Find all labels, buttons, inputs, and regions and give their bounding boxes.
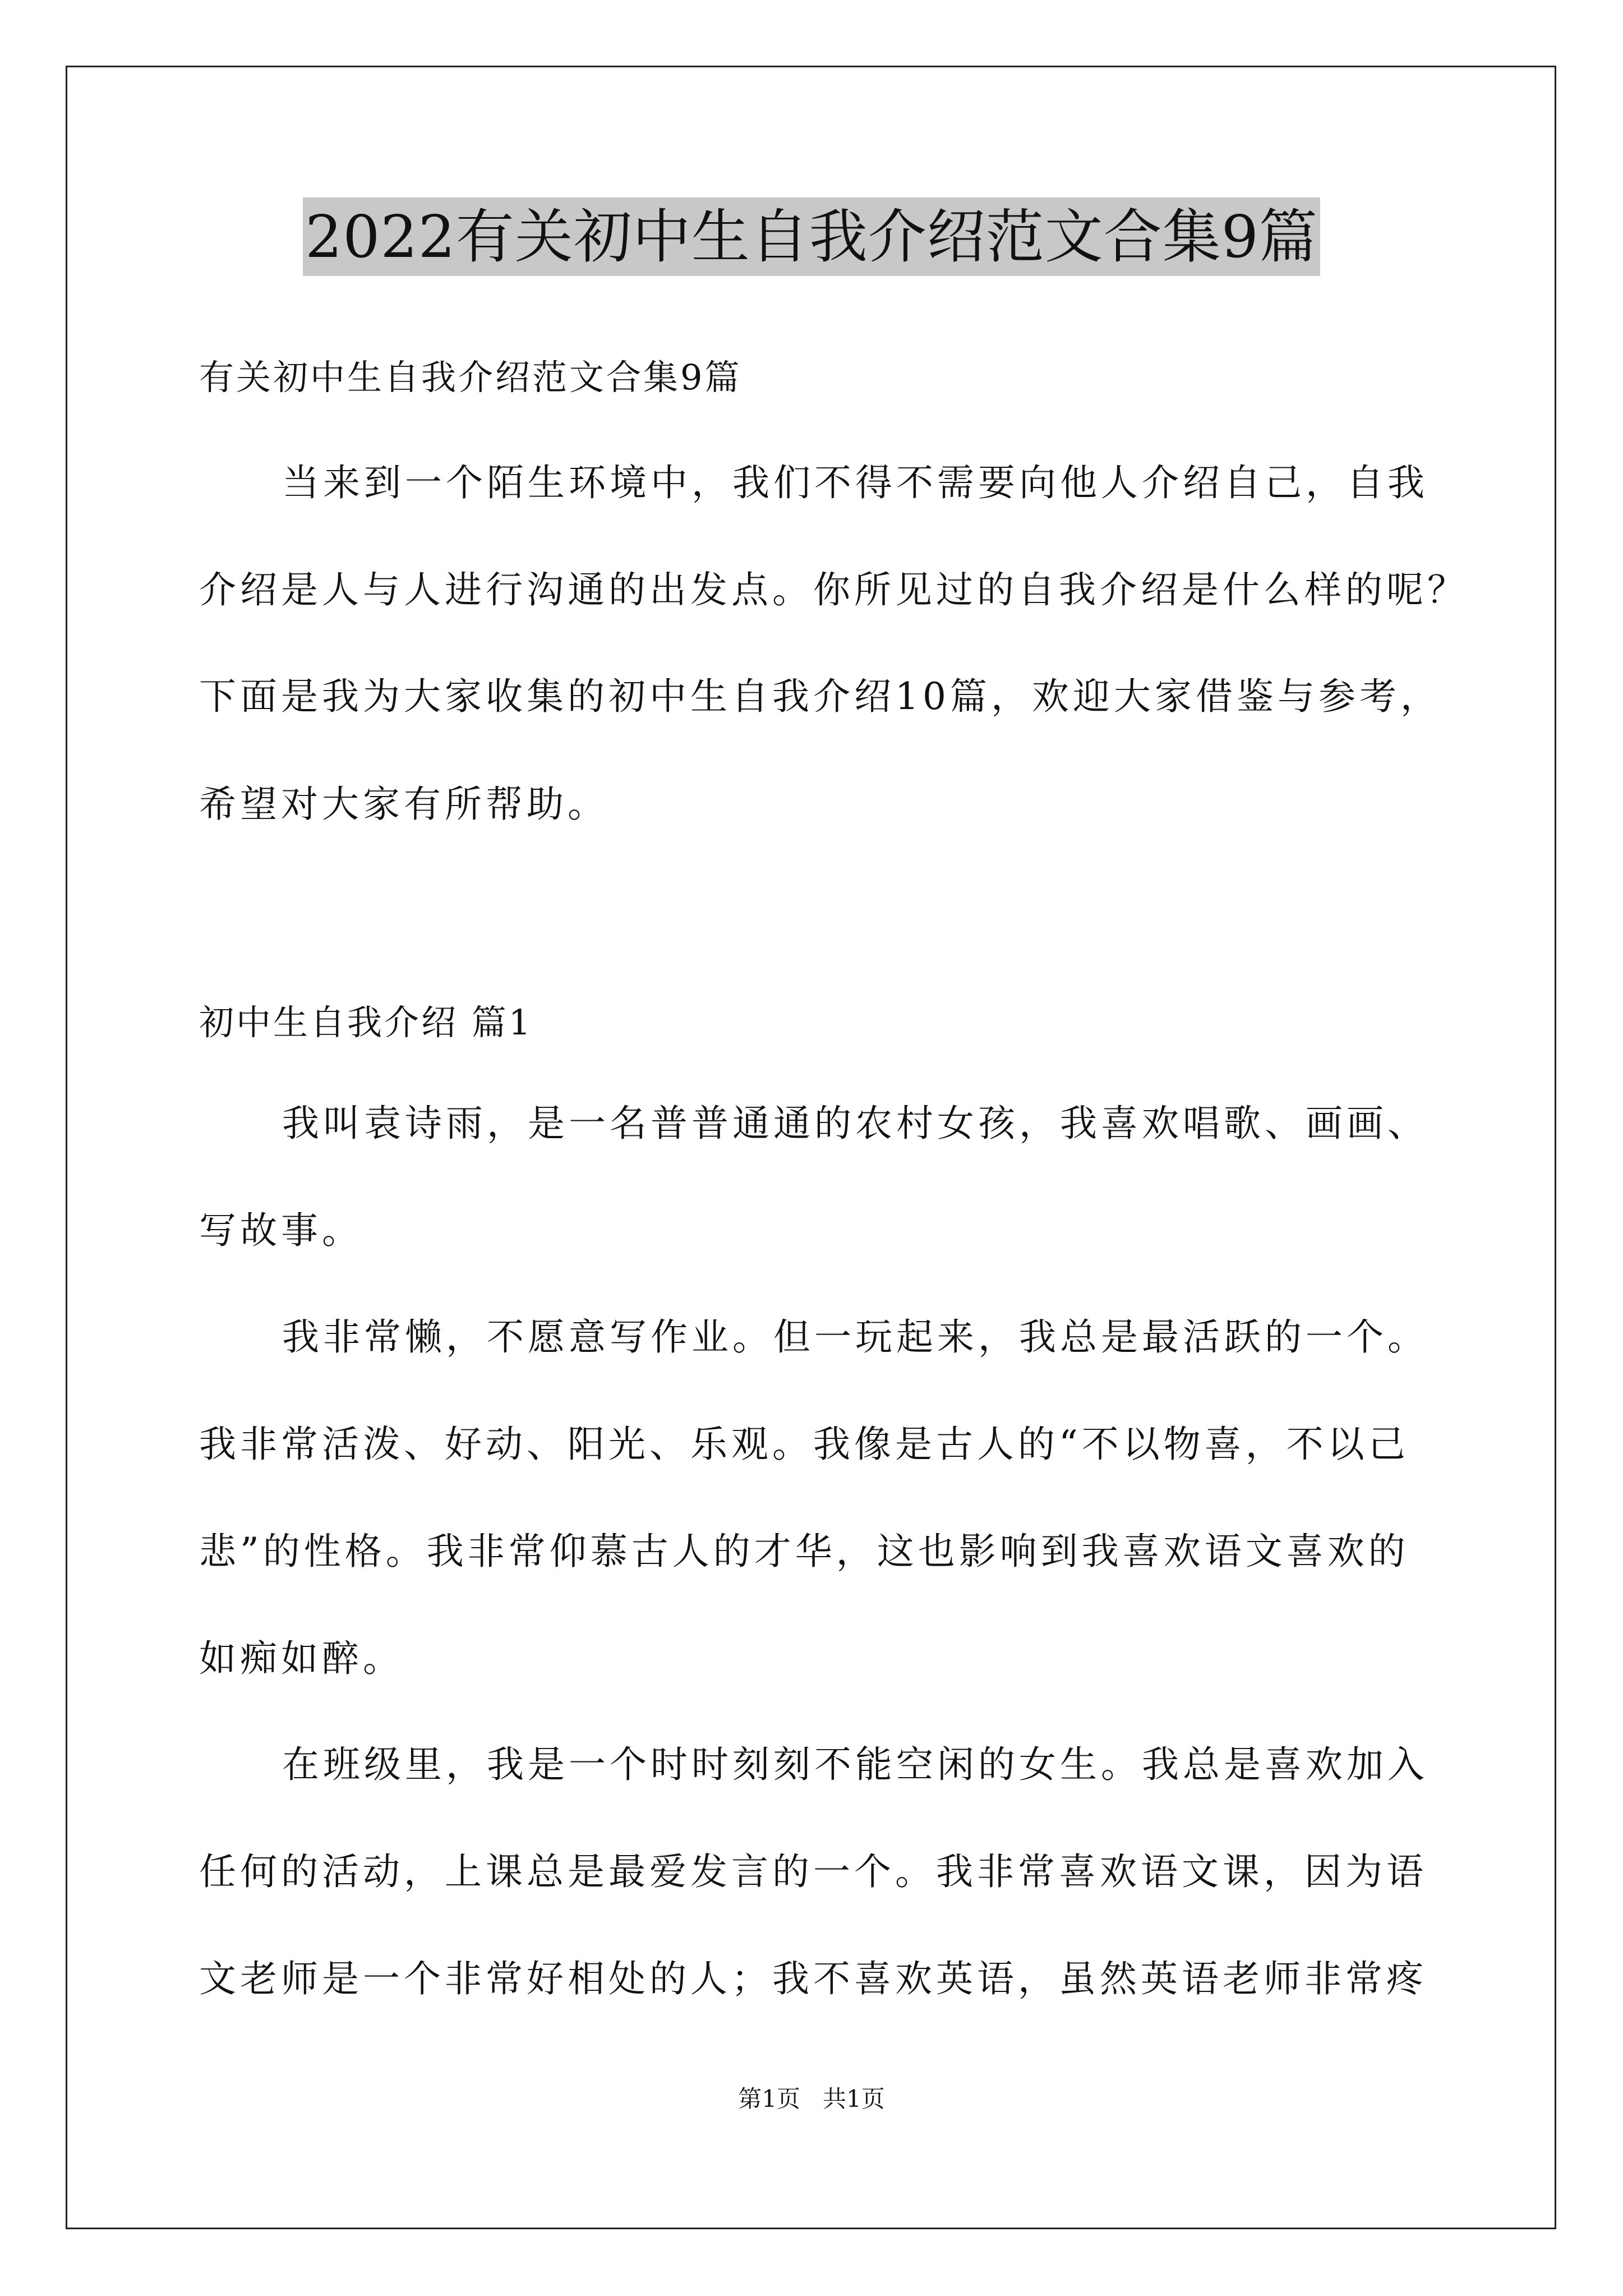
body-line-2: 写故事。 — [199, 1209, 363, 1252]
body-line-6: 如痴如醉。 — [199, 1637, 404, 1680]
document-title: 2022有关初中生自我介绍范文合集9篇 — [303, 197, 1320, 276]
body-line-3: 我非常懒，不愿意写作业。但一玩起来，我总是最活跃的一个。 — [282, 1315, 1428, 1359]
body-line-5: 悲”的性格。我非常仰慕古人的才华，这也影响到我喜欢语文喜欢的 — [199, 1530, 1409, 1573]
intro-line-4: 希望对大家有所帮助。 — [199, 783, 608, 826]
section-heading: 初中生自我介绍 篇1 — [199, 1002, 533, 1043]
body-line-9: 文老师是一个非常好相处的人；我不喜欢英语，虽然英语老师非常疼 — [199, 1957, 1427, 2000]
body-line-8: 任何的活动，上课总是最爱发言的一个。我非常喜欢语文课，因为语 — [199, 1850, 1427, 1893]
intro-line-1: 当来到一个陌生环境中，我们不得不需要向他人介绍自己，自我 — [282, 461, 1428, 504]
body-line-4: 我非常活泼、好动、阳光、乐观。我像是古人的“不以物喜，不以己 — [199, 1423, 1409, 1466]
body-line-1: 我叫袁诗雨，是一名普普通通的农村女孩，我喜欢唱歌、画画、 — [282, 1102, 1428, 1145]
document-title-wrapper — [0, 197, 1623, 276]
intro-line-2: 介绍是人与人进行沟通的出发点。你所见过的自我介绍是什么样的呢？ — [199, 568, 1468, 611]
body-line-7: 在班级里，我是一个时时刻刻不能空闲的女生。我总是喜欢加入 — [282, 1743, 1428, 1786]
document-subtitle: 有关初中生自我介绍范文合集9篇 — [199, 357, 742, 398]
intro-line-3: 下面是我为大家收集的初中生自我介绍10篇，欢迎大家借鉴与参考， — [199, 675, 1441, 718]
page-footer: 第1页 共1页 — [738, 2085, 885, 2113]
